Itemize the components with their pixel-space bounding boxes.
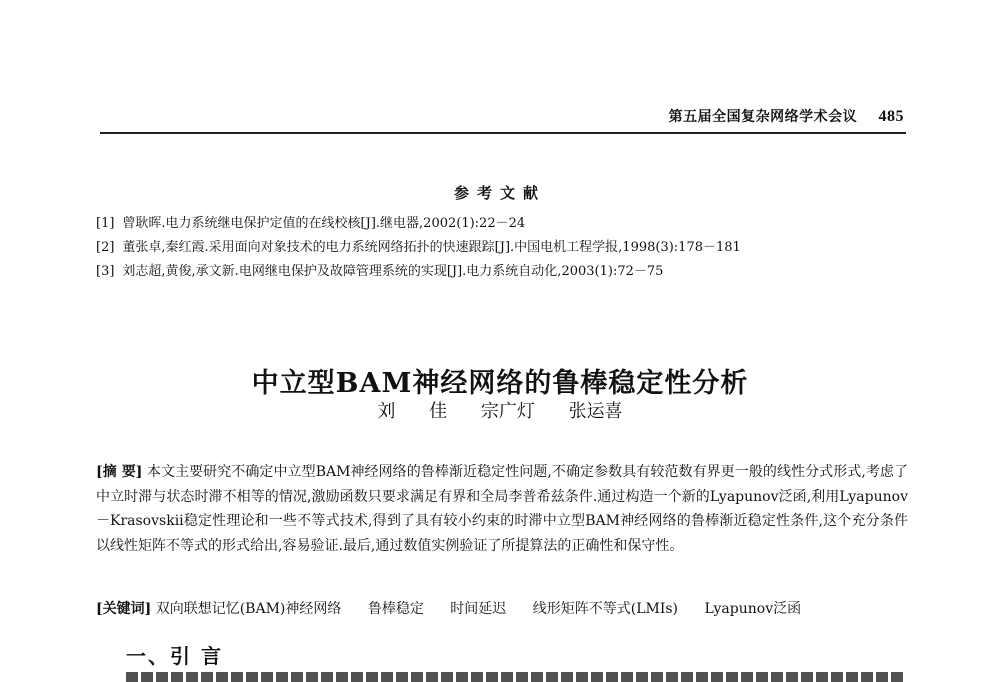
reference-item xyxy=(96,260,741,284)
page-number: 485 xyxy=(878,108,904,125)
reference-number: [1] xyxy=(96,216,115,231)
keyword: 双向联想记忆(BAM)神经网络 xyxy=(155,601,342,617)
reference-item xyxy=(96,212,741,236)
reference-number: [3] xyxy=(96,264,115,279)
running-header xyxy=(669,106,904,126)
abstract xyxy=(96,460,908,558)
keyword: 线形矩阵不等式(LMIs) xyxy=(532,601,679,617)
reference-number: [2] xyxy=(96,240,115,255)
abstract-label: [摘 要] xyxy=(96,464,143,480)
header-rule xyxy=(100,132,906,134)
conference-name: 第五届全国复杂网络学术会议 xyxy=(668,109,858,125)
keywords-label: [关键词] xyxy=(96,601,152,617)
references-heading: 参考文献 xyxy=(453,184,546,202)
reference-text: 董张卓,秦红霞.采用面向对象技术的电力系统网络拓扑的快速跟踪[J].中国电机工程学报,1998(3):178－181 xyxy=(122,240,741,255)
reference-text: 曾耿晖.电力系统继电保护定值的在线校核[J].继电器,2002(1):22－24 xyxy=(122,216,526,231)
keyword: 时间延迟 xyxy=(450,601,507,617)
keywords xyxy=(96,597,908,621)
paper-authors: 刘 佳 宗广灯 张运喜 xyxy=(377,401,623,422)
keyword: 鲁棒稳定 xyxy=(367,601,424,617)
keyword: Lyapunov泛函 xyxy=(704,601,802,617)
reference-item xyxy=(96,236,741,260)
paper-title: 中立型BAM神经网络的鲁棒稳定性分析 xyxy=(251,368,749,400)
cropped-body-text xyxy=(126,672,906,682)
abstract-text: 本文主要研究不确定中立型BAM神经网络的鲁棒渐近稳定性问题,不确定参数具有较范数有界更一般的线性分式形式,考虑了中立时滞与状态时滞不相等的情况,激励函数只要求满足有界和全局李普希兹条件.通过构造一个新的Lyapunov泛函,利用Lyapunov－Krasovskii稳定性理论和一些不等式技术,得到了具有较小约束的时滞中立型BAM神经网络的鲁棒渐近稳定性条件,这个充分条件以线性矩阵不等式的形式给出,容易验证.最后,通过数值实例验证了所提算法的正确性和保守性。 xyxy=(96,464,908,554)
reference-text: 刘志超,黄俊,承文新.电网继电保护及故障管理系统的实现[J].电力系统自动化,2003(1):72－75 xyxy=(122,264,664,279)
reference-list xyxy=(96,212,741,284)
section-heading: 一、引 言 xyxy=(126,644,223,668)
